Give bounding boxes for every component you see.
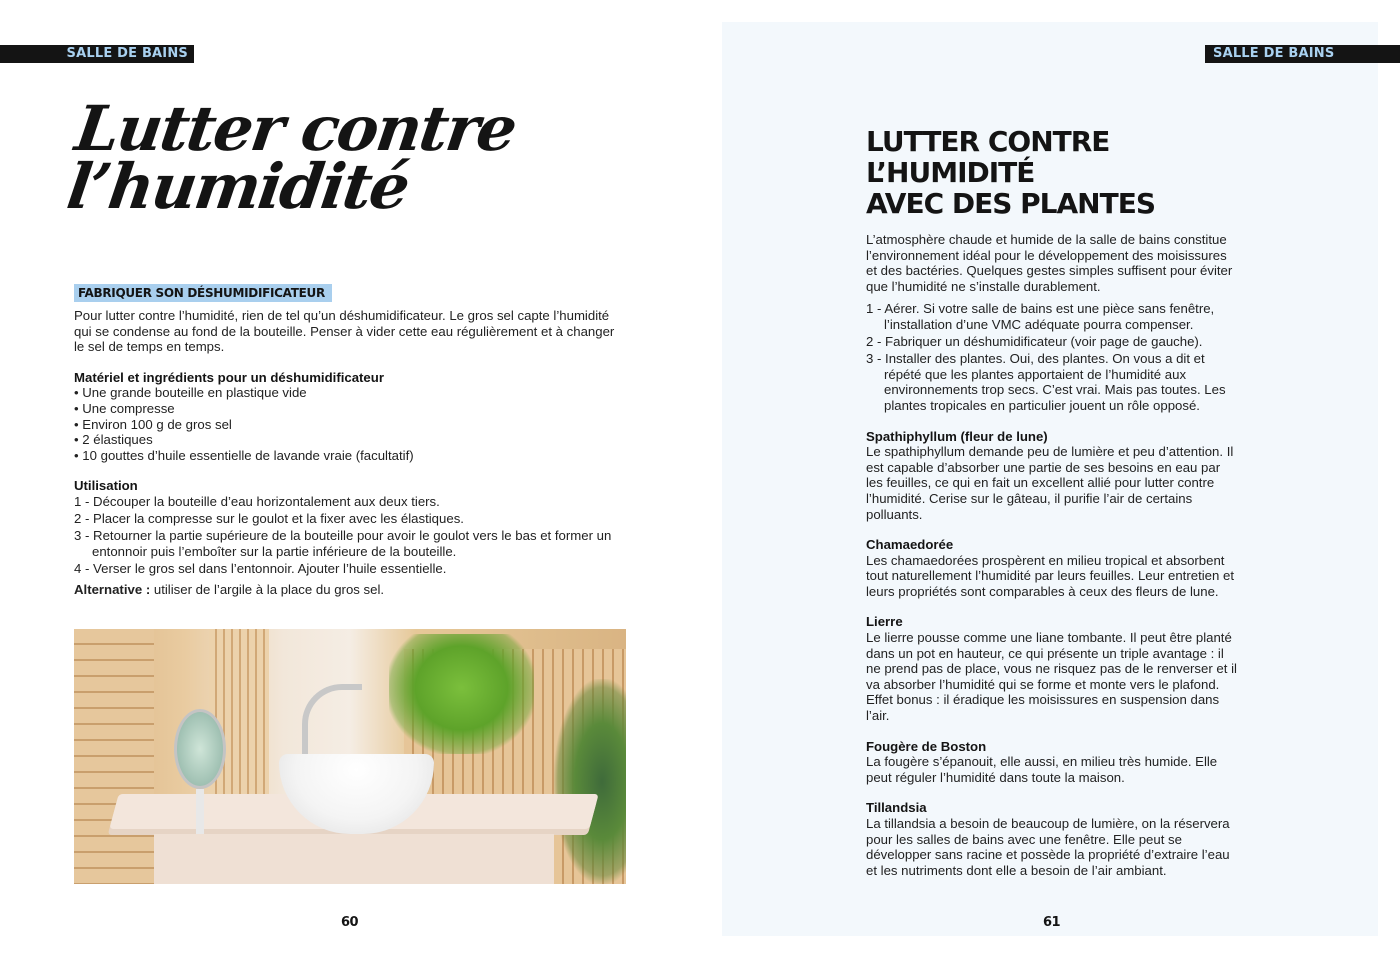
plant-entry: [866, 800, 1238, 878]
list-item: • Une grande bouteille en plastique vide: [74, 385, 307, 401]
page-title-script: [62, 92, 600, 223]
step-item: 1 - Découper la bouteille d’eau horizontalement aux deux tiers.: [74, 493, 440, 509]
title-line: AVEC DES PLANTES: [866, 187, 1156, 220]
page-title-heavy: [866, 126, 1226, 219]
bamboo-plant: [389, 634, 534, 754]
plant-entry: [866, 537, 1238, 599]
list-item: • Une compresse: [74, 400, 175, 416]
usage-heading: Utilisation: [74, 478, 138, 494]
plant-name: Lierre: [866, 614, 903, 630]
title-line: Lutter contre: [71, 92, 520, 165]
leafy-plant: [554, 679, 626, 884]
alternative-text: utiliser de l’argile à la place du gros sel.: [150, 582, 385, 598]
table-mirror: [174, 709, 226, 789]
page-number-right: 61: [1043, 915, 1061, 930]
plant-entry: [866, 614, 1238, 723]
title-line: l’humidité: [62, 150, 413, 223]
section-banner-left: SALLE DE BAINS: [0, 45, 194, 63]
materials-heading: Matériel et ingrédients pour un déshumidificateur: [74, 369, 384, 385]
right-content: [866, 232, 1238, 893]
wood-shutter: [74, 629, 154, 884]
step-item: 1 - Aérer. Si votre salle de bains est une pièce sans fenêtre, l’installation d’une VMC adéquate pourra compenser.: [866, 301, 1215, 332]
usage-steps: [74, 494, 624, 576]
materials-list: [74, 385, 624, 463]
intro-paragraph: Pour lutter contre l’humidité, rien de tel qu’un déshumidificateur. Le gros sel capte l’humidité qui se condense au fond de la bouteille. Penser à vider cette eau régulièrement et à changer le sel de temps en temps.: [74, 308, 615, 355]
plant-name: Chamaedorée: [866, 537, 954, 553]
list-item: • 2 élastiques: [74, 432, 153, 448]
title-line: LUTTER CONTRE: [866, 125, 1110, 158]
faucet: [302, 684, 362, 759]
plant-description: Les chamaedorées prospèrent en milieu tropical et absorbent tout naturellement l’humidité par leurs feuilles. Leur entretien et leurs propriétés sont comparables à ceux des fleurs de lune.: [866, 552, 1234, 599]
vanity-front: [154, 834, 554, 884]
step-item: 3 - Retourner la partie supérieure de la bouteille pour avoir le goulot vers le bas et former un entonnoir puis l’emboîter sur la partie inférieure de la bouteille.: [74, 528, 612, 559]
materials-block: [74, 370, 624, 464]
plant-entry: [866, 739, 1238, 786]
list-item: • 10 gouttes d’huile essentielle de lavande vraie (facultatif): [74, 447, 414, 463]
section-heading: FABRIQUER SON DÉSHUMIDIFICATEUR: [74, 284, 332, 302]
tips-steps: [866, 301, 1238, 413]
alternative-note: [74, 582, 624, 598]
plant-name: Tillandsia: [866, 800, 927, 816]
plant-description: Le spathiphyllum demande peu de lumière et peu d’attention. Il est capable d’absorber une partie de ses besoins en eau par les feuilles, ce qui en fait un excellent allié pour lutter contre l’humidité. Cerise sur le gâteau, il purifie l’air de certains polluants.: [866, 444, 1234, 522]
step-item: 3 - Installer des plantes. Oui, des plantes. On vous a dit et répété que les plantes apportaient de l’humidité aux environnements trop secs. C’est vrai. Mais pas toutes. Les plantes tropicales en particulier jouent un rôle opposé.: [866, 351, 1226, 413]
mirror-stand: [196, 789, 204, 834]
plant-description: La tillandsia a besoin de beaucoup de lumière, on la réservera pour les salles de bains avec une fenêtre. Elle peut se développer sans racine et possède la propriété d’extraire l’eau et les nutriments dont elle a besoin de l’air ambiant.: [866, 816, 1230, 878]
step-item: 2 - Fabriquer un déshumidificateur (voir page de gauche).: [866, 334, 1203, 350]
step-item: 2 - Placer la compresse sur le goulot et la fixer avec les élastiques.: [74, 511, 464, 527]
plant-description: Le lierre pousse comme une liane tombante. Il peut être planté dans un pot en hauteur, ce qui présente un triple avantage : il ne prend pas de place, vous ne risquez pas de le renverser et il va absorber l’humidité qui se forme et monte vers le plafond. Effet bonus : il éradique les moisissures en suspension dans l’air.: [866, 630, 1237, 724]
bathroom-photo: [74, 629, 626, 884]
plant-description: La fougère s’épanouit, elle aussi, en milieu très humide. Elle peut réguler l’humidité dans toute la maison.: [866, 754, 1218, 785]
plant-name: Spathiphyllum (fleur de lune): [866, 428, 1048, 444]
list-item: • Environ 100 g de gros sel: [74, 416, 232, 432]
left-content: [74, 308, 624, 598]
step-item: 4 - Verser le gros sel dans l’entonnoir. Ajouter l’huile essentielle.: [74, 560, 447, 576]
alternative-label: Alternative :: [74, 582, 151, 598]
plant-entry: [866, 429, 1238, 523]
usage-block: [74, 478, 624, 576]
section-banner-right: SALLE DE BAINS: [1205, 45, 1400, 63]
title-line: L’HUMIDITÉ: [866, 156, 1035, 189]
intro-paragraph: L’atmosphère chaude et humide de la salle de bains constitue l’environnement idéal pour le développement des moisissures et des bactéries. Quelques gestes simples suffisent pour éviter que l’humidité ne s’installe durablement.: [866, 232, 1233, 294]
plant-name: Fougère de Boston: [866, 738, 987, 754]
page-number-left: 60: [341, 915, 359, 930]
